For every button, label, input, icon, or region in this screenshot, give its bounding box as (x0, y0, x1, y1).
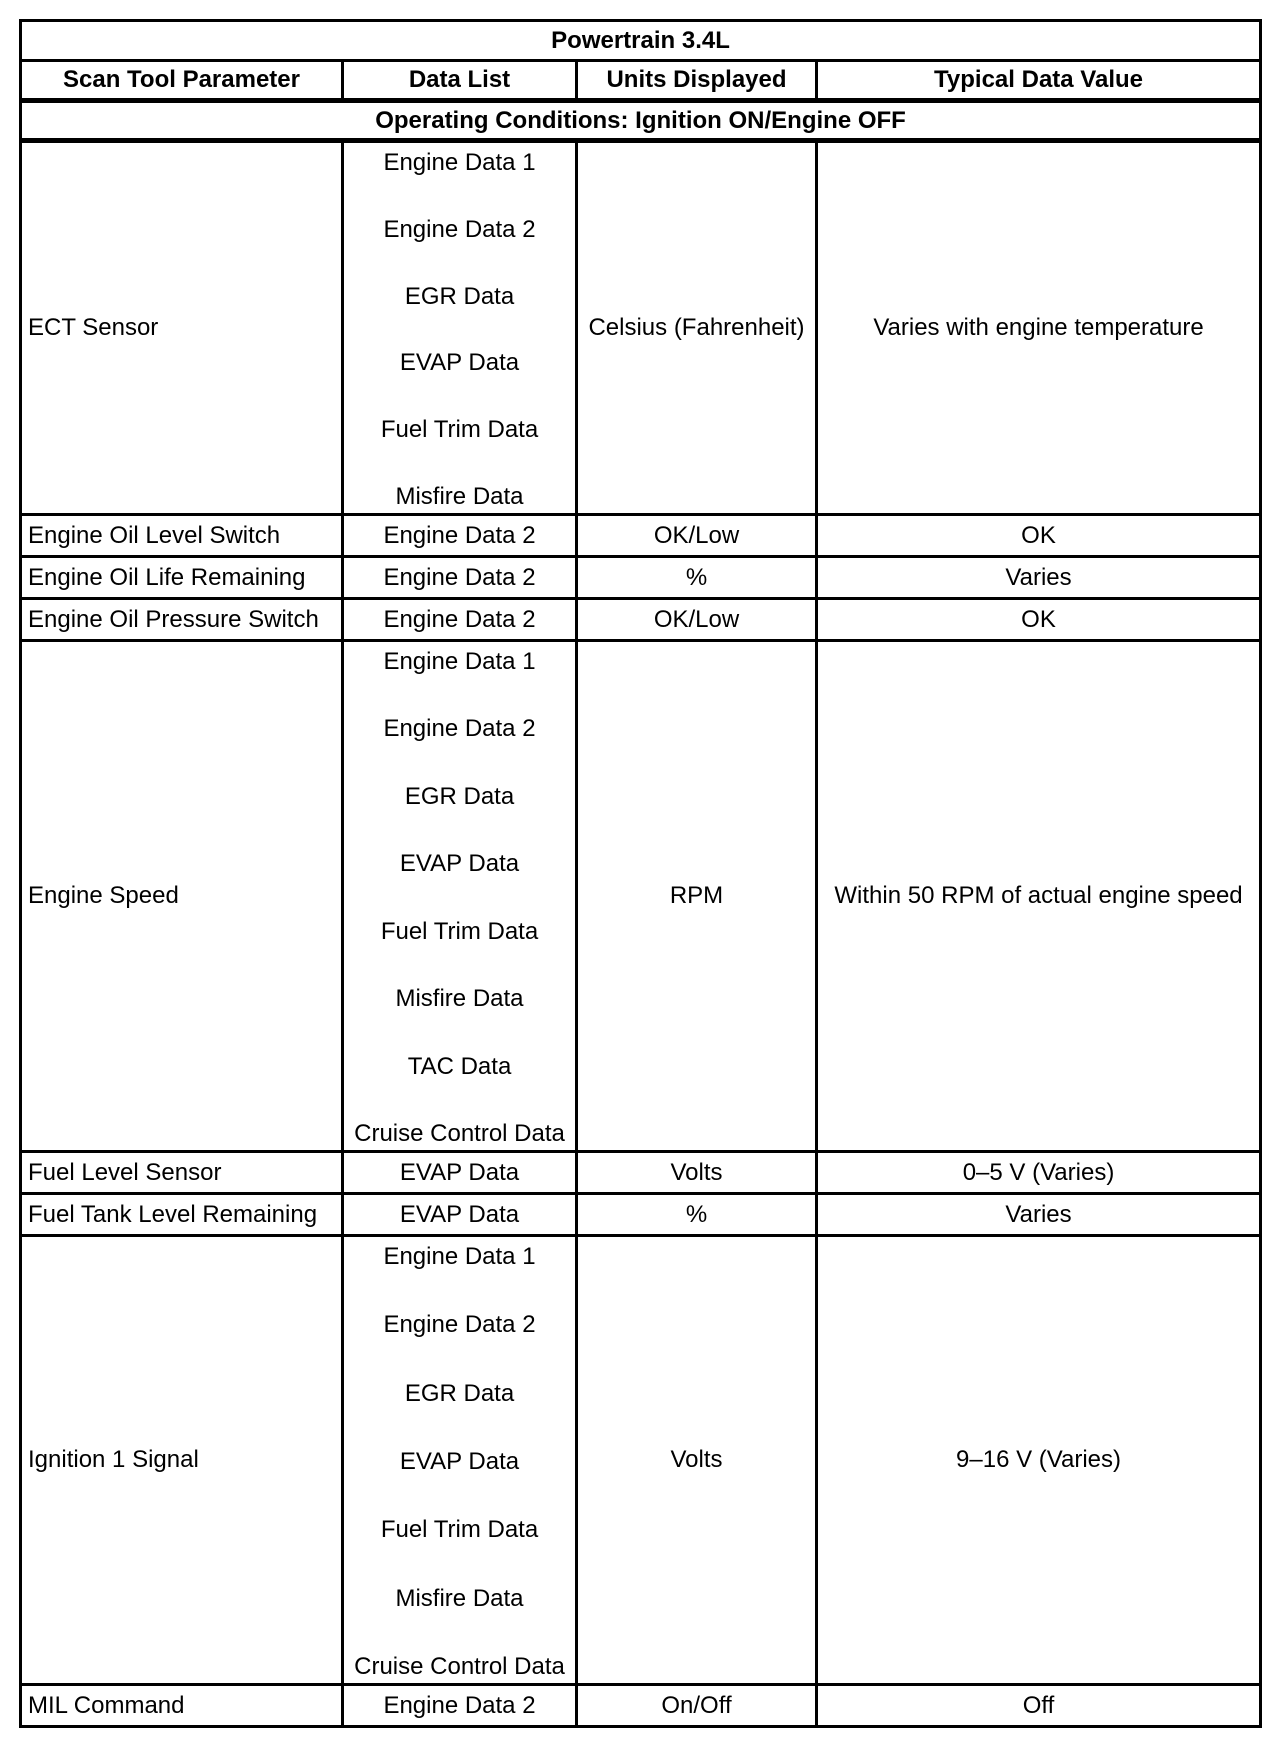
data-list-cell (343, 641, 577, 1152)
typical-value-cell: Varies (817, 1194, 1261, 1236)
data-list-item: Fuel Trim Data (380, 917, 539, 945)
table-row (21, 1685, 1261, 1727)
parameter-cell: MIL Command (21, 1685, 343, 1727)
typical-value-cell: Varies (817, 557, 1261, 599)
units-cell: % (577, 1194, 817, 1236)
units-cell: On/Off (577, 1685, 817, 1727)
data-list-item: Engine Data 2 (383, 715, 536, 743)
table-row (21, 515, 1261, 557)
data-list-item: Misfire Data (395, 1584, 524, 1612)
data-list-item: EGR Data (404, 782, 515, 810)
table-row (21, 557, 1261, 599)
parameter-cell: ECT Sensor (21, 141, 343, 515)
data-list-cell: EVAP Data (343, 1152, 577, 1194)
typical-value-cell: Within 50 RPM of actual engine speed (817, 641, 1261, 1152)
table-header-row (21, 61, 1261, 101)
table-title-row (21, 21, 1261, 61)
scan-tool-data-table (19, 19, 1262, 1728)
data-list (344, 143, 575, 513)
table-row (21, 141, 1261, 515)
units-cell: OK/Low (577, 515, 817, 557)
data-list-item: Fuel Trim Data (380, 1516, 539, 1544)
data-list-item: EGR Data (404, 282, 515, 310)
typical-value-cell: Varies with engine temperature (817, 141, 1261, 515)
table-row (21, 1236, 1261, 1685)
table-row (21, 599, 1261, 641)
typical-value-cell: 9–16 V (Varies) (817, 1236, 1261, 1685)
operating-conditions: Operating Conditions: Ignition ON/Engine OFF (21, 101, 1261, 141)
units-cell: Volts (577, 1236, 817, 1685)
data-list-cell (343, 141, 577, 515)
data-list-item: Engine Data 1 (383, 149, 536, 176)
typical-value-cell: Off (817, 1685, 1261, 1727)
data-list-item: EGR Data (404, 1379, 515, 1407)
header-scan-tool-parameter: Scan Tool Parameter (21, 61, 343, 101)
data-list-cell: Engine Data 2 (343, 515, 577, 557)
header-units-displayed: Units Displayed (577, 61, 817, 101)
table-row (21, 1152, 1261, 1194)
data-list-cell: EVAP Data (343, 1194, 577, 1236)
typical-value-cell: OK (817, 599, 1261, 641)
parameter-cell: Engine Oil Pressure Switch (21, 599, 343, 641)
data-list-item: TAC Data (407, 1052, 512, 1080)
parameter-cell: Engine Oil Life Remaining (21, 557, 343, 599)
data-list-cell (343, 1236, 577, 1685)
table-title: Powertrain 3.4L (21, 21, 1261, 61)
units-cell: RPM (577, 641, 817, 1152)
parameter-cell: Engine Oil Level Switch (21, 515, 343, 557)
units-cell: OK/Low (577, 599, 817, 641)
parameter-cell: Ignition 1 Signal (21, 1236, 343, 1685)
data-list-item: Misfire Data (395, 482, 524, 510)
data-list (344, 1237, 575, 1683)
data-list-item: Engine Data 1 (383, 648, 536, 675)
data-list-item: EVAP Data (399, 1447, 520, 1475)
parameter-cell: Fuel Level Sensor (21, 1152, 343, 1194)
data-list-item: Engine Data 2 (383, 215, 536, 243)
units-cell: Celsius (Fahrenheit) (577, 141, 817, 515)
data-list-cell: Engine Data 2 (343, 599, 577, 641)
data-list-item: Engine Data 2 (383, 1311, 536, 1339)
data-list-cell: Engine Data 2 (343, 1685, 577, 1727)
data-list-item: Misfire Data (395, 985, 524, 1013)
table-row (21, 641, 1261, 1152)
data-list-item: Cruise Control Data (354, 1652, 565, 1680)
header-typical-data-value: Typical Data Value (817, 61, 1261, 101)
data-list (344, 642, 575, 1150)
typical-value-cell: 0–5 V (Varies) (817, 1152, 1261, 1194)
parameter-cell: Fuel Tank Level Remaining (21, 1194, 343, 1236)
typical-value-cell: OK (817, 515, 1261, 557)
units-cell: Volts (577, 1152, 817, 1194)
data-list-item: Engine Data 1 (383, 1243, 536, 1270)
data-list-item: Cruise Control Data (354, 1119, 565, 1147)
data-list-item: Fuel Trim Data (380, 416, 539, 444)
header-data-list: Data List (343, 61, 577, 101)
data-list-cell: Engine Data 2 (343, 557, 577, 599)
operating-conditions-row (21, 101, 1261, 141)
data-list-item: EVAP Data (399, 850, 520, 878)
parameter-cell: Engine Speed (21, 641, 343, 1152)
data-list-item: EVAP Data (399, 349, 520, 377)
table-row (21, 1194, 1261, 1236)
units-cell: % (577, 557, 817, 599)
